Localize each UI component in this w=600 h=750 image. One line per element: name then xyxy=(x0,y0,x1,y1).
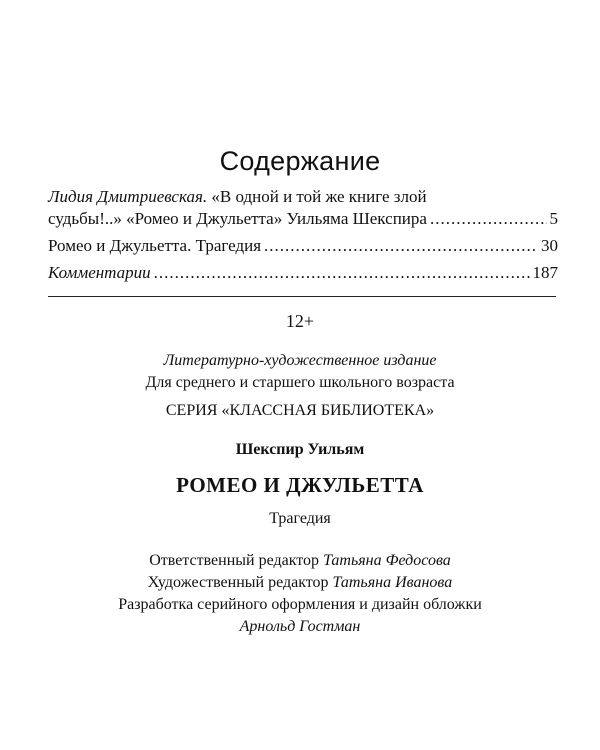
toc-heading: Содержание xyxy=(219,146,381,176)
credit-line-1 xyxy=(0,552,600,570)
toc-entry-3-text: Комментарии xyxy=(48,263,151,282)
credit-role: Художественный редактор xyxy=(147,574,329,591)
author-line: Шекспир Уильям xyxy=(235,441,365,458)
credit-name: Татьяна Иванова xyxy=(332,574,453,591)
toc-leader-dots xyxy=(430,208,547,230)
credit-line-3 xyxy=(0,596,600,614)
audience-line: Для среднего и старшего школьного возраста xyxy=(145,374,455,391)
series-line: СЕРИЯ «КЛАССНАЯ БИБЛИОТЕКА» xyxy=(165,402,435,419)
toc-entry-1-page: 5 xyxy=(549,209,558,228)
toc-entry-2-page: 30 xyxy=(541,236,558,255)
credit-role: Ответственный редактор xyxy=(149,552,320,569)
toc-leader-dots xyxy=(264,235,538,257)
toc-entry-1-line-2 xyxy=(48,208,558,230)
toc-entry-1-line-1 xyxy=(48,186,558,208)
age-rating: 12+ xyxy=(285,311,315,331)
toc-entry-2 xyxy=(48,235,558,257)
toc-entry-3-page: 187 xyxy=(532,263,558,282)
toc-entry-1-text-line-2: судьбы!..» «Ромео и Джульетта» Уильяма Шекспира xyxy=(48,209,427,228)
divider-line xyxy=(48,296,556,297)
toc-entry-2-text: Ромео и Джульетта. Трагедия xyxy=(48,236,262,255)
book-subtitle: Трагедия xyxy=(269,510,331,527)
toc-leader-dots xyxy=(154,262,530,284)
book-title: РОМЕО И ДЖУЛЬЕТТА xyxy=(176,473,424,497)
toc-entry-1-text-line-1: «В одной и той же книге злой xyxy=(211,187,427,206)
toc-entry-1-author: Лидия Дмитриевская. xyxy=(48,187,208,206)
toc-entry-3 xyxy=(48,262,558,284)
credit-line-2 xyxy=(0,574,600,592)
genre-line: Литературно-художественное издание xyxy=(163,352,437,369)
credit-name: Татьяна Федосова xyxy=(323,552,451,569)
credit-role: Разработка серийного оформления и дизайн обложки xyxy=(118,596,482,613)
designer-name: Арнольд Гостман xyxy=(239,618,361,635)
